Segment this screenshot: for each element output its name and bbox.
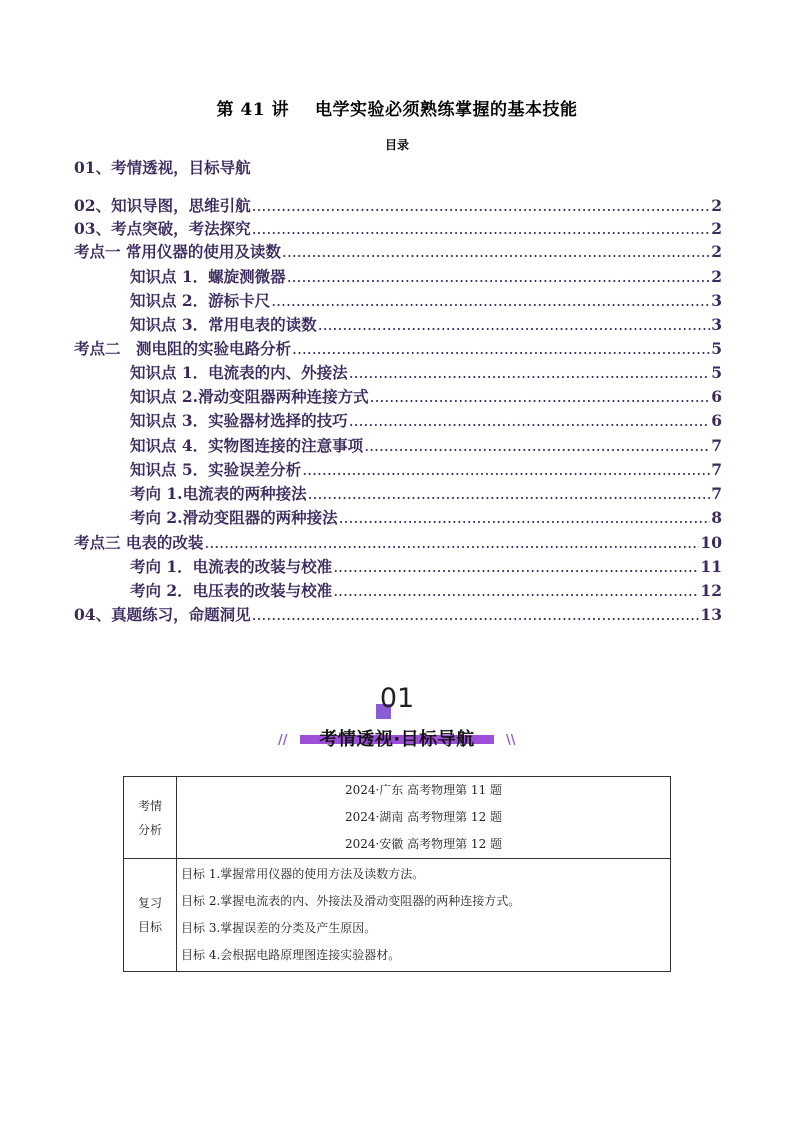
exam-item: 2024·安徽 高考物理第 12 题 bbox=[344, 837, 503, 851]
toc-entry[interactable]: 04、真题练习，命题洞见 ..... 13 bbox=[74, 603, 722, 625]
toc-entry[interactable]: 考点三 电表的改装 ..... 10 bbox=[74, 531, 722, 553]
section-title: 考情透视·目标导航 bbox=[319, 729, 475, 750]
section-title-bar bbox=[300, 725, 494, 750]
toc-heading: 目录 bbox=[384, 138, 409, 152]
toc-entry[interactable]: 01、考情透视，目标导航 bbox=[74, 158, 251, 177]
toc-entry[interactable]: 考点二 测电阻的实验电路分析 ..... 5 bbox=[74, 337, 722, 359]
goal-item: 目标 2.掌握电流表的内、外接法及滑动变阻器的两种连接方式。 bbox=[181, 894, 521, 908]
exam-info-table bbox=[123, 776, 671, 972]
toc-entry[interactable]: 知识点 2.滑动变阻器两种连接方式 ..... 6 bbox=[130, 385, 722, 407]
left-slash-mark: // bbox=[278, 733, 288, 748]
toc-entry[interactable]: 02、知识导图，思维引航 ..... 2 bbox=[74, 194, 722, 216]
toc-entry[interactable]: 知识点 1．螺旋测微器 ..... 2 bbox=[130, 265, 722, 287]
exam-item: 2024·广东 高考物理第 11 题 bbox=[344, 783, 503, 797]
toc-entry[interactable]: 考向 2.滑动变阻器的两种接法 ..... 8 bbox=[130, 506, 722, 528]
toc-entry[interactable]: 考向 1．电流表的改装与校准 ..... 11 bbox=[130, 555, 722, 577]
page-title bbox=[0, 95, 794, 120]
toc-entry[interactable]: 知识点 1．电流表的内、外接法 ..... 5 bbox=[130, 361, 722, 383]
right-slash-mark: \\ bbox=[506, 733, 516, 748]
toc-entry[interactable]: 知识点 4．实物图连接的注意事项 ..... 7 bbox=[130, 434, 722, 456]
lecture-number: 第 41 讲 bbox=[216, 100, 289, 120]
toc-entry[interactable]: 知识点 2．游标卡尺 ..... 3 bbox=[130, 289, 722, 311]
lecture-title: 电学实验必须熟练掌握的基本技能 bbox=[315, 100, 578, 120]
goal-list bbox=[177, 859, 671, 972]
toc-entry[interactable]: 知识点 5．实验误差分析 ..... 7 bbox=[130, 458, 722, 480]
goal-item: 目标 1.掌握常用仪器的使用方法及读数方法。 bbox=[181, 867, 425, 881]
section-banner bbox=[0, 683, 794, 753]
section-number: 01 bbox=[379, 683, 415, 714]
toc-entry[interactable]: 知识点 3．实验器材选择的技巧 ..... 6 bbox=[130, 409, 722, 431]
goal-item: 目标 3.掌握误差的分类及产生原因。 bbox=[181, 921, 377, 935]
table-row bbox=[124, 859, 671, 972]
toc-entry[interactable]: 考点一 常用仪器的使用及读数 ..... 2 bbox=[74, 240, 722, 262]
row-header: 复习 目标 bbox=[124, 859, 177, 972]
goal-item: 目标 4.会根据电路原理图连接实验器材。 bbox=[181, 948, 401, 962]
toc-entry[interactable]: 考向 1.电流表的两种接法 ..... 7 bbox=[130, 482, 722, 504]
exam-item: 2024·湖南 高考物理第 12 题 bbox=[344, 810, 503, 824]
row-header: 考情 分析 bbox=[124, 777, 177, 859]
table-row bbox=[124, 777, 671, 859]
toc-entry[interactable]: 03、考点突破，考法探究 ..... 2 bbox=[74, 217, 722, 239]
toc-entry[interactable]: 考向 2．电压表的改装与校准 ..... 12 bbox=[130, 579, 722, 601]
exam-list bbox=[177, 777, 671, 859]
toc-entry[interactable]: 知识点 3．常用电表的读数 ..... 3 bbox=[130, 313, 722, 335]
